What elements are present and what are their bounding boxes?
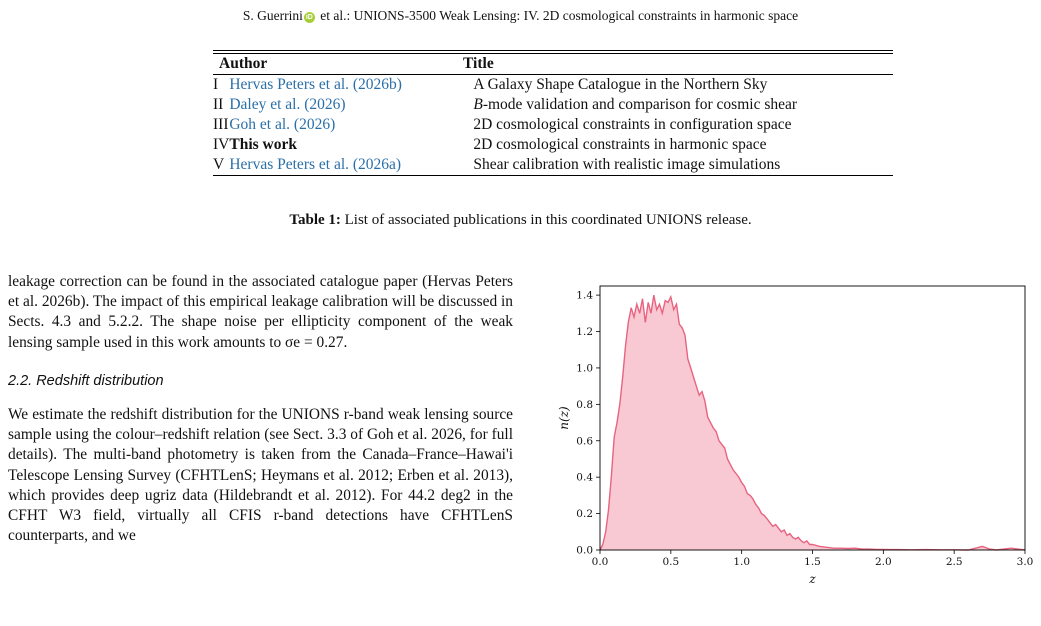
orcid-icon[interactable]: iD bbox=[305, 14, 313, 21]
row-title: Shear calibration with realistic image simulations bbox=[473, 156, 781, 173]
nz-area bbox=[600, 295, 1025, 550]
table-caption bbox=[0, 212, 1041, 229]
row-title: 2D cosmological constraints in harmonic space bbox=[473, 136, 767, 153]
y-tick-label: 1.2 bbox=[576, 326, 593, 339]
row-num: IV bbox=[213, 136, 230, 153]
this-work-label: This work bbox=[229, 136, 297, 153]
y-tick-label: 0.8 bbox=[576, 398, 593, 411]
y-axis-label: n(z) bbox=[557, 406, 571, 430]
y-tick-label: 0.6 bbox=[576, 435, 593, 448]
table-row bbox=[213, 95, 893, 115]
x-tick-label: 1.0 bbox=[733, 556, 751, 568]
x-tick-label: 2.0 bbox=[874, 556, 892, 568]
x-tick-label: 0.5 bbox=[662, 556, 680, 568]
table-row bbox=[213, 155, 893, 175]
header-title: et al.: UNIONS-3500 Weak Lensing: IV. 2D cosmological constraints in harmonic space bbox=[320, 8, 799, 23]
caption-text: List of associated publications in this coordinated UNIONS release. bbox=[344, 212, 752, 228]
x-tick-label: 1.5 bbox=[804, 556, 821, 568]
author-link[interactable]: Daley et al. (2026) bbox=[229, 96, 346, 113]
row-title: 2D cosmological constraints in configuration space bbox=[473, 116, 792, 133]
row-num: I bbox=[213, 76, 219, 93]
y-tick-label: 0.4 bbox=[576, 471, 593, 484]
y-tick-label: 1.4 bbox=[576, 289, 593, 302]
header-author: Author bbox=[219, 55, 268, 72]
x-tick-label: 2.5 bbox=[945, 556, 963, 568]
table-row bbox=[213, 75, 893, 95]
table-bottom-rule bbox=[213, 175, 893, 176]
y-tick-label: 0.2 bbox=[576, 508, 593, 521]
body-text bbox=[8, 272, 513, 546]
table-header-row bbox=[213, 54, 893, 74]
row-title: B-mode validation and comparison for cosmic shear bbox=[473, 96, 798, 113]
table-row bbox=[213, 115, 893, 135]
redshift-chart bbox=[550, 276, 1040, 586]
paragraph-2: We estimate the redshift distribution for the UNIONS r-band weak lensing source sample using the colour–redshift relation (see Sect. 3.3 of Goh et al. 2026, for full details). The multi-band photometry is taken from the Canada–France–Hawai'i Telescope Lensing Survey (CFHTLenS; Heymans et al. 2012; Erben et al. 2013), which provides deep ugriz data (Hildebrandt et al. 2012). For 44.2 deg2 in the CFHT W3 field, virtually all CFIS r-band detections have CFHTLenS counterparts, and we bbox=[8, 406, 513, 545]
row-num: III bbox=[213, 116, 229, 133]
y-tick-label: 1.0 bbox=[576, 362, 593, 375]
caption-label: Table 1: bbox=[289, 212, 341, 228]
row-num: V bbox=[213, 156, 225, 173]
y-tick-label: 0.0 bbox=[576, 544, 593, 557]
paragraph-1: leakage correction can be found in the associated catalogue paper (Hervas Peters et al. 2026b). The impact of this empirical leakage calibration will be discussed in Sects. 4.3 and 5.2.2. The shape noise per ellipticity component of the weak lensing sample used in this work amounts to σe = 0.27. bbox=[8, 273, 513, 351]
redshift-figure bbox=[550, 276, 1040, 586]
header-author: S. Guerrini bbox=[242, 8, 303, 23]
row-num: II bbox=[213, 96, 224, 113]
header-title: Title bbox=[463, 55, 494, 72]
section-heading: 2.2. Redshift distribution bbox=[8, 372, 164, 389]
author-link[interactable]: Goh et al. (2026) bbox=[229, 116, 336, 133]
x-tick-label: 3.0 bbox=[1016, 556, 1034, 568]
author-link[interactable]: Hervas Peters et al. (2026a) bbox=[229, 156, 402, 173]
author-link[interactable]: Hervas Peters et al. (2026b) bbox=[229, 76, 402, 93]
table-row bbox=[213, 135, 893, 155]
publications-table bbox=[213, 50, 893, 176]
running-header bbox=[0, 8, 1041, 24]
row-title: A Galaxy Shape Catalogue in the Northern Sky bbox=[473, 76, 768, 93]
x-axis-label: z bbox=[809, 572, 816, 586]
x-tick-label: 0.0 bbox=[591, 556, 609, 568]
